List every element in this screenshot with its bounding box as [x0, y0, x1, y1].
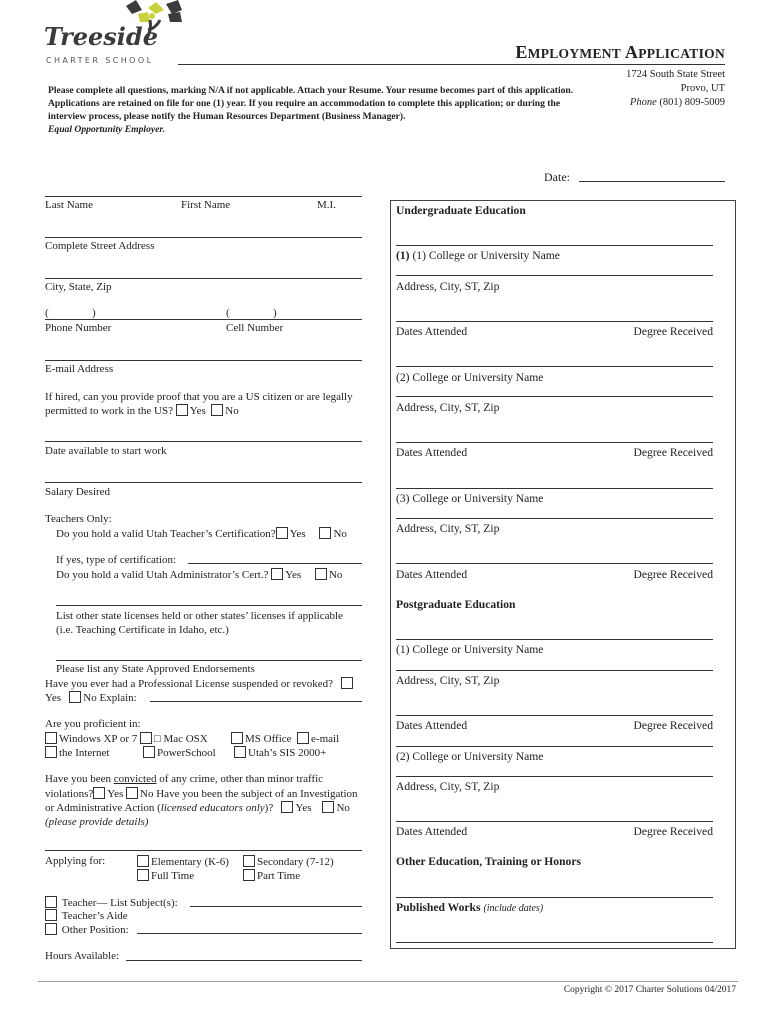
address-line-1: 1724 South State Street [626, 69, 725, 80]
school-address [626, 68, 725, 110]
other-position-checkbox[interactable] [45, 923, 57, 935]
proficient-label: Are you proficient in: [45, 718, 141, 730]
teacher-cert-question: Do you hold a valid Utah Teacher’s Certification? Yes No [56, 528, 347, 540]
powerschool-checkbox[interactable] [143, 746, 155, 758]
endorsements-field[interactable] [56, 660, 362, 661]
other-licenses-field[interactable] [56, 605, 362, 606]
elementary-option: Elementary (K-6) [137, 855, 229, 868]
citizen-no-checkbox[interactable] [211, 404, 223, 416]
applying-for-label: Applying for: [45, 855, 106, 867]
ug2-dates-field[interactable] [396, 442, 713, 443]
investigation-yes-checkbox[interactable] [281, 801, 293, 813]
name-field[interactable] [45, 196, 362, 197]
ug1-dates-field[interactable] [396, 321, 713, 322]
part-time-option: Part Time [243, 869, 300, 882]
email-checkbox[interactable] [297, 732, 309, 744]
phone-area-close: ) [92, 307, 96, 319]
ug3-degree-label: Degree Received [633, 568, 713, 581]
published-works-field[interactable] [396, 942, 713, 943]
other-education-field[interactable] [396, 897, 713, 898]
ug2-name-field[interactable] [396, 366, 713, 367]
street-field[interactable] [45, 237, 362, 238]
ug1-address-field[interactable] [396, 275, 713, 276]
sis-checkbox[interactable] [234, 746, 246, 758]
other-education-heading: Other Education, Training or Honors [396, 855, 581, 868]
proficient-row-1: Windows XP or 7 □ Mac OSX [45, 732, 208, 745]
date-label: Date: [544, 170, 570, 184]
ug2-address-field[interactable] [396, 396, 713, 397]
email-field[interactable] [45, 360, 362, 361]
pg1-name-label: (1) College or University Name [396, 643, 544, 656]
pg2-address-field[interactable] [396, 776, 713, 777]
last-name-label: Last Name [45, 199, 93, 211]
msoffice-option: MS Office e-mail [231, 732, 339, 745]
ug3-address-label: Address, City, ST, Zip [396, 522, 500, 535]
city-label: City, State, Zip [45, 281, 112, 293]
hours-label: Hours Available: [45, 950, 120, 962]
logo [40, 0, 190, 66]
citizen-question: If hired, can you provide proof that you are a US citizen or are legally permitted to work in the US? Yes No [45, 391, 353, 417]
pg1-address-label: Address, City, ST, Zip [396, 674, 500, 687]
footer-rule [38, 981, 738, 982]
city-field[interactable] [45, 278, 362, 279]
ug2-degree-label: Degree Received [633, 446, 713, 459]
pg2-dates-label: Dates Attended [396, 825, 468, 838]
admin-cert-question: Do you hold a valid Utah Administrator’s Cert.? Yes No [56, 569, 343, 581]
ug1-dates-label: Dates Attended [396, 325, 468, 338]
date-field[interactable] [579, 181, 725, 182]
crime-no-checkbox[interactable] [126, 787, 138, 799]
mi-label: M.I. [317, 199, 336, 211]
pg2-name-label: (2) College or University Name [396, 750, 544, 763]
ug1-degree-label: Degree Received [633, 325, 713, 338]
first-name-label: First Name [181, 199, 231, 211]
email-label: E-mail Address [45, 363, 114, 375]
postgrad-heading: Postgraduate Education [396, 598, 516, 611]
teacher-position-checkbox[interactable] [45, 896, 57, 908]
hours-field[interactable] [126, 960, 362, 961]
msoffice-checkbox[interactable] [231, 732, 243, 744]
sis-option: Utah’s SIS 2000+ [234, 746, 326, 759]
crime-yes-checkbox[interactable] [93, 787, 105, 799]
full-time-checkbox[interactable] [137, 869, 149, 881]
crime-question: Have you been convicted of any crime, other than minor traffic violations? Yes No Have you been the subject of an Investigation or Administrative Action (licensed educators only)? Yes No (please provide details) [45, 773, 358, 829]
elementary-checkbox[interactable] [137, 855, 149, 867]
pg1-address-field[interactable] [396, 670, 713, 671]
title-rule [178, 64, 725, 65]
ug2-dates-label: Dates Attended [396, 446, 468, 459]
education-panel [390, 200, 736, 949]
pg1-degree-label: Degree Received [633, 719, 713, 732]
citizen-yes-checkbox[interactable] [176, 404, 188, 416]
pg1-name-field[interactable] [396, 639, 713, 640]
proficient-row-2: the Internet [45, 746, 109, 759]
admin-cert-no-checkbox[interactable] [315, 568, 327, 580]
aide-option: Teacher’s Aide [45, 909, 128, 922]
explain-field[interactable] [150, 701, 362, 702]
ug1-address-label: Address, City, ST, Zip [396, 280, 500, 293]
address-line-2: Provo, UT [680, 83, 725, 94]
ug3-name-label: (3) College or University Name [396, 492, 544, 505]
teachers-only-label: Teachers Only: [45, 513, 112, 525]
teacher-cert-no-checkbox[interactable] [319, 527, 331, 539]
other-position-field[interactable] [137, 933, 362, 934]
ug1-name-field[interactable] [396, 245, 713, 246]
secondary-option: Secondary (7-12) [243, 855, 334, 868]
pg2-degree-label: Degree Received [633, 825, 713, 838]
cert-type-field[interactable] [188, 563, 362, 564]
ug3-address-field[interactable] [396, 518, 713, 519]
instructions: Please complete all questions, marking N/A if not applicable. Attach your Resume. Your resume becomes part of this application. Applications are retained on file for one (1) year. If you require an accommodation to complete this application; or during the interview process, please notify the Human Resources Department (Business Manager). Equal Opportunity Employer. [48, 85, 574, 135]
powerschool-option: PowerSchool [143, 746, 216, 759]
suspended-row: Yes No Explain: [45, 692, 137, 704]
copyright: Copyright © 2017 Charter Solutions 04/2017 [563, 985, 736, 995]
pg2-dates-field[interactable] [396, 821, 713, 822]
admin-cert-yes-checkbox[interactable] [271, 568, 283, 580]
pg1-dates-label: Dates Attended [396, 719, 468, 732]
phone-line: Phone (801) 809-5009 [629, 97, 725, 108]
salary-field[interactable] [45, 482, 362, 483]
secondary-checkbox[interactable] [243, 855, 255, 867]
other-licenses-label: List other state licenses held or other states’ licenses if applicable (i.e. Teaching Certificate in Idaho, etc.) [56, 610, 343, 636]
pg2-name-field[interactable] [396, 746, 713, 747]
suspended-question: Have you ever had a Professional License suspended or revoked? [45, 677, 355, 690]
pg1-dates-field[interactable] [396, 715, 713, 716]
ug3-dates-label: Dates Attended [396, 568, 468, 581]
cell-area-close: ) [273, 307, 277, 319]
cell-label: Cell Number [226, 322, 284, 334]
ug3-name-field[interactable] [396, 488, 713, 489]
date-available-field[interactable] [45, 441, 362, 442]
aide-checkbox[interactable] [45, 909, 57, 921]
street-label: Complete Street Address [45, 240, 155, 252]
internet-checkbox[interactable] [45, 746, 57, 758]
cell-area-open: ( [226, 307, 230, 319]
phone-label: Phone Number [45, 322, 112, 334]
logo-name: Treeside [44, 22, 158, 51]
published-works-heading: Published Works (include dates) [396, 901, 544, 914]
phone-area-open: ( [45, 307, 49, 319]
suspended-yes-checkbox[interactable] [341, 677, 353, 689]
windows-checkbox[interactable] [45, 732, 57, 744]
investigation-no-checkbox[interactable] [322, 801, 334, 813]
endorsements-label: Please list any State Approved Endorsements [56, 663, 255, 675]
ug1-name-label: (1) (1) College or University Name [396, 249, 560, 262]
teacher-position-option: Teacher— List Subject(s): [45, 896, 178, 909]
ug2-name-label: (2) College or University Name [396, 371, 544, 384]
mac-checkbox[interactable] [140, 732, 152, 744]
full-time-option: Full Time [137, 869, 194, 882]
salary-label: Salary Desired [45, 486, 111, 498]
other-position-option: Other Position: [45, 923, 129, 936]
suspended-no-checkbox[interactable] [69, 691, 81, 703]
phone-field[interactable] [45, 319, 362, 320]
part-time-checkbox[interactable] [243, 869, 255, 881]
teacher-cert-yes-checkbox[interactable] [276, 527, 288, 539]
ug2-address-label: Address, City, ST, Zip [396, 401, 500, 414]
ug3-dates-field[interactable] [396, 563, 713, 564]
logo-subtitle: CHARTER SCHOOL [46, 56, 154, 65]
pg2-address-label: Address, City, ST, Zip [396, 780, 500, 793]
eoe-statement: Equal Opportunity Employer. [48, 124, 166, 135]
subjects-field[interactable] [190, 906, 362, 907]
crime-details-field[interactable] [45, 850, 362, 851]
date-available-label: Date available to start work [45, 445, 167, 457]
undergrad-heading: Undergraduate Education [396, 204, 526, 217]
page-title: EMPLOYMENT APPLICATION [515, 42, 725, 62]
cert-type-label: If yes, type of certification: [56, 554, 177, 566]
